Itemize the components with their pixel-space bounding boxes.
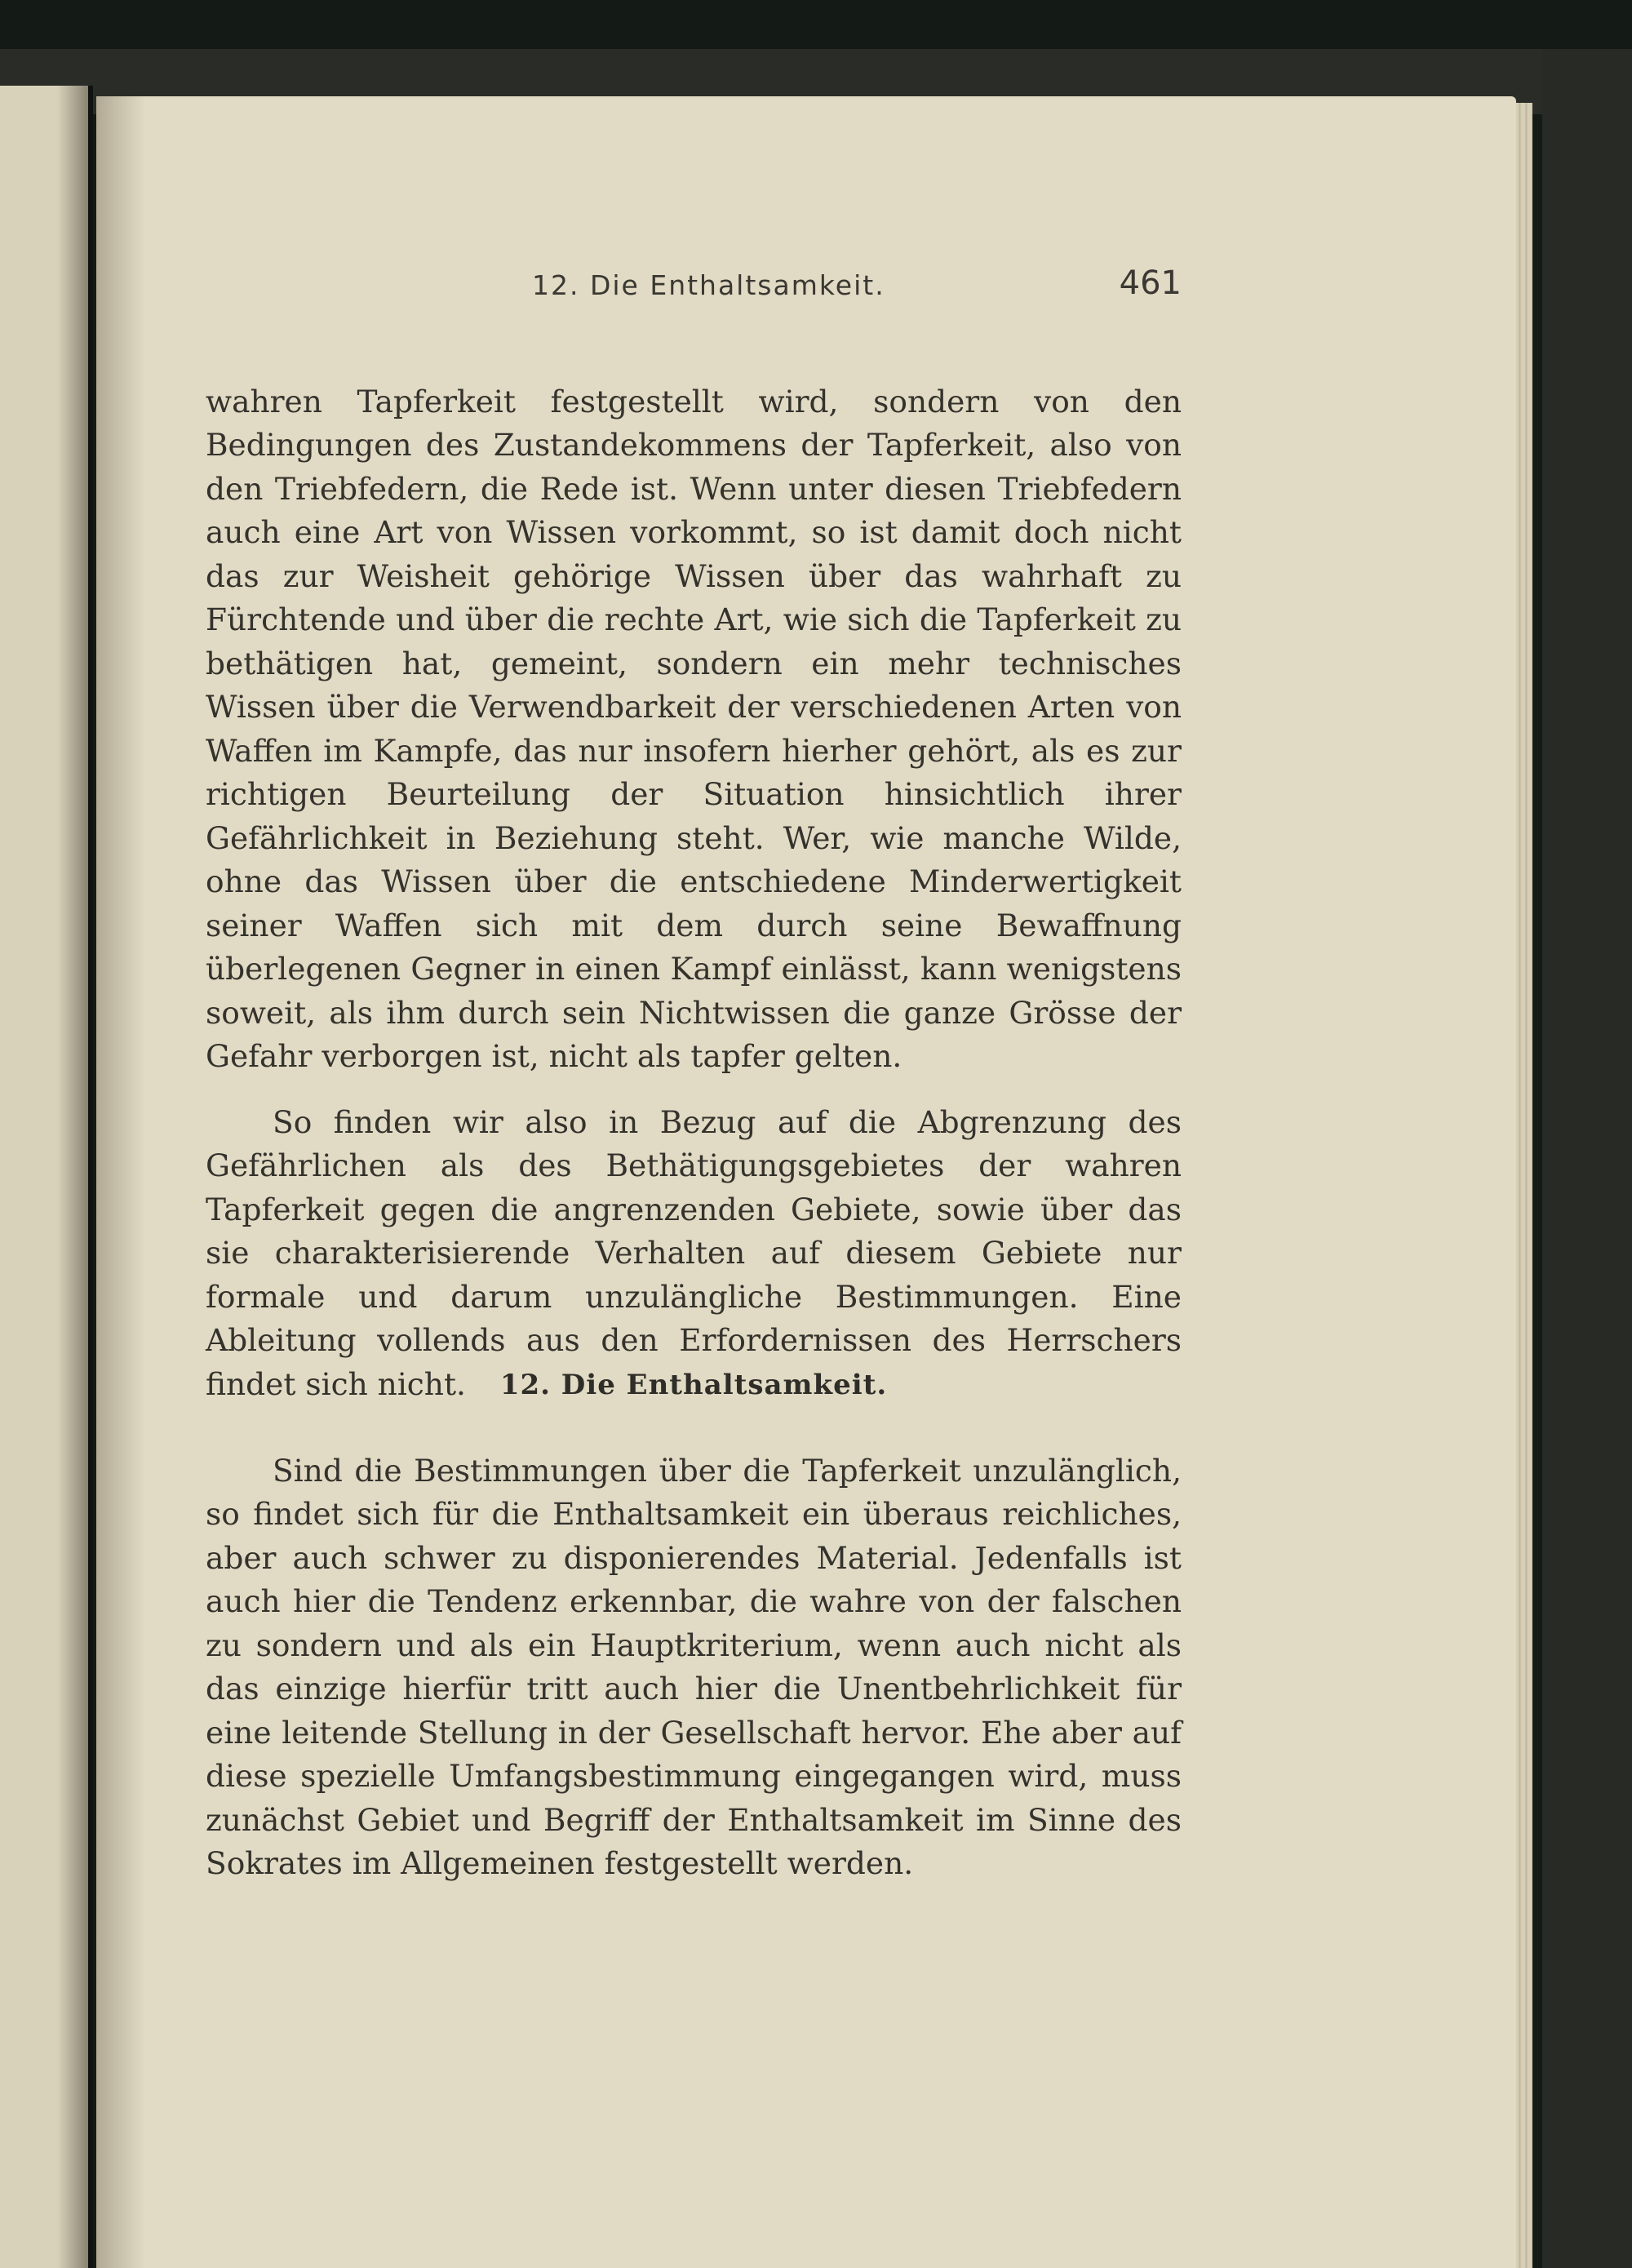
paragraph-continued: wahren Tapferkeit festgestellt wird, sondern von den Bedingungen des Zustandekommens der Tapferkeit, also von den Triebfedern, die Rede ist. Wenn unter diesen Triebfedern auch eine Art von Wissen vorkommt, so ist damit doch nicht das zur Weisheit gehörige Wissen über das wahrhaft zu Fürchtende und über die rechte Art, wie sich die Tapferkeit zu bethätigen hat, gemeint, sondern ein mehr technisches Wissen über die Verwendbarkeit der verschiedenen Arten von Waffen im Kampfe, das nur insofern hierher gehört, als es zur richtigen Beurteilung der Situation hinsichtlich ihrer Gefährlichkeit in Beziehung steht. Wer, wie manche Wilde, ohne das Wissen über die entschiedene Minderwertigkeit seiner Waffen sich mit dem durch seine Bewaffnung überlegenen Gegner in einen Kampf einlässt, kann wenigstens soweit, als ihm durch sein Nichtwissen die ganze Grösse der Gefahr verborgen ist, nicht als tapfer gelten. <box>206 383 1182 1074</box>
paragraph-summary: So finden wir also in Bezug auf die Abgrenzung des Gefährlichen als des Bethätigungsgebietes der wahren Tapferkeit gegen die angrenzenden Gebiete, sowie über das sie charakterisierende Verhalten auf diesem Gebiete nur formale und darum unzulängliche Bestimmungen. Eine Ableitung vollends aus den Erfordernissen des Herrschers findet sich nicht. <box>206 1103 1182 1402</box>
left-page-gutter-shadow <box>57 86 88 2268</box>
section-paragraph: Sind die Bestimmungen über die Tapferkeit unzulänglich, so findet sich für die Enthaltsamkeit ein überaus reichliches, aber auch schwer zu disponierendes Material. Jedenfalls ist auch hier die Tendenz erkennbar, die wahre von der falschen zu sondern und als ein Hauptkriterium, wenn auch nicht als das einzige hierfür tritt auch hier die Unentbehrlichkeit für eine leitende Stellung in der Gesellschaft hervor. Ehe aber auf diese spezielle Umfangsbestimmung eingegangen wird, muss zunächst Gebiet und Begriff der Enthaltsamkeit im Sinne des Sokrates im Allgemeinen festgestellt werden. <box>206 1452 1182 1881</box>
page-number: 461 <box>1119 264 1182 302</box>
section-heading: 12. Die Enthaltsamkeit. <box>499 1369 888 1401</box>
book-cover-right-edge <box>1542 49 1632 2268</box>
running-head-title: 12. Die Enthaltsamkeit. <box>532 269 885 301</box>
running-head <box>206 264 1182 310</box>
page-gutter-shadow <box>96 96 145 2268</box>
